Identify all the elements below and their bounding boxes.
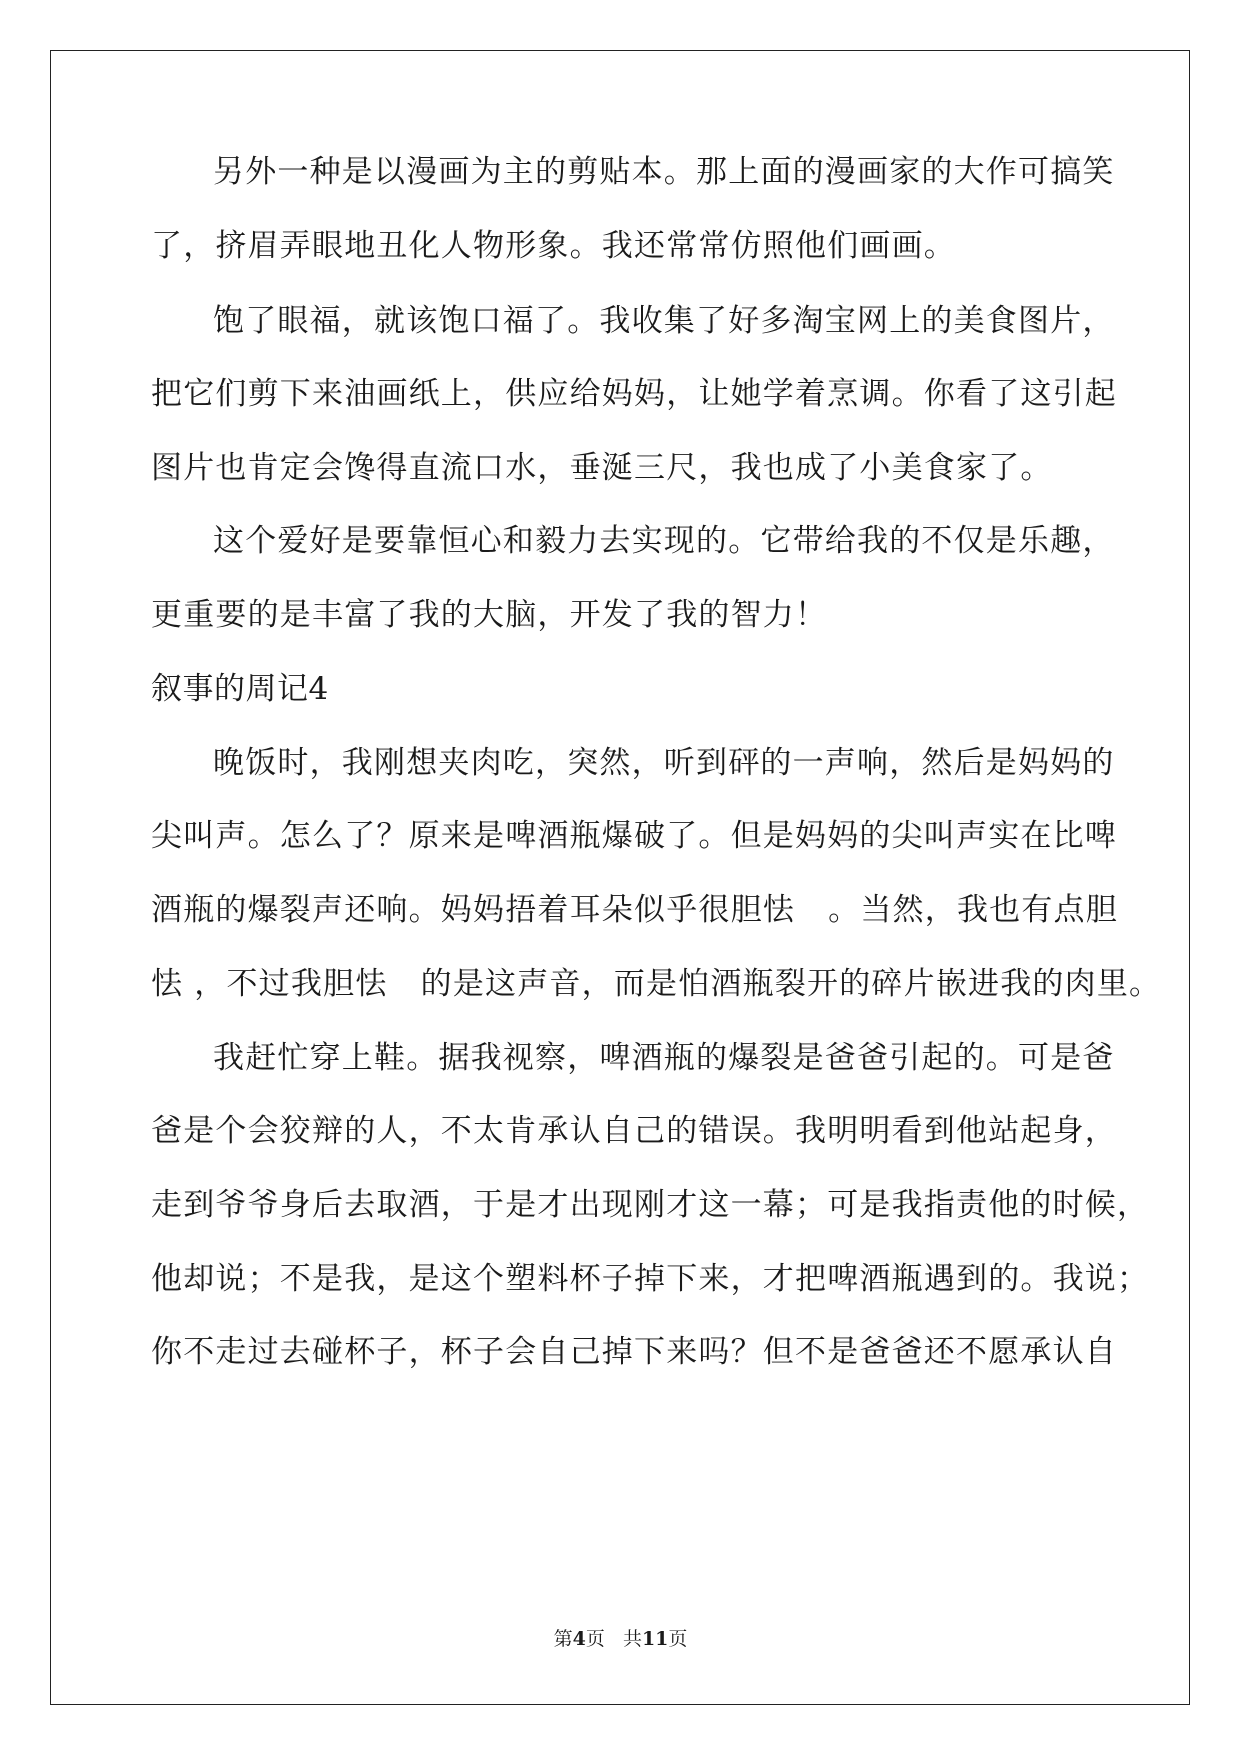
footer-suffix: 页	[668, 1628, 688, 1650]
paragraph-line: 酒瓶的爆裂声还响。妈妈捂着耳朵似乎很胆怯 。当然，我也有点胆	[151, 892, 1118, 928]
footer-middle: 页 共	[585, 1628, 642, 1650]
paragraph-line: 晚饭时，我刚想夹肉吃，突然，听到砰的一声响，然后是妈妈的	[213, 745, 1115, 781]
paragraph-line: 把它们剪下来油画纸上，供应给妈妈，让她学着烹调。你看了这引起	[151, 376, 1117, 412]
paragraph-line: 爸是个会狡辩的人，不太肯承认自己的错误。我明明看到他站起身，	[151, 1113, 1117, 1149]
paragraph-line: 另外一种是以漫画为主的剪贴本。那上面的漫画家的大作可搞笑	[213, 154, 1115, 190]
footer-prefix: 第	[553, 1628, 573, 1650]
paragraph-line: 他却说；不是我，是这个塑料杯子掉下来，才把啤酒瓶遇到的。我说；	[151, 1261, 1150, 1297]
paragraph-line: 图片也肯定会馋得直流口水，垂涎三尺，我也成了小美食家了。	[151, 450, 1053, 486]
paragraph-line: 了，挤眉弄眼地丑化人物形象。我还常常仿照他们画画。	[151, 228, 956, 264]
section-heading: 叙事的周记4	[151, 671, 329, 707]
paragraph-line: 更重要的是丰富了我的大脑，开发了我的智力！	[151, 597, 828, 633]
total-page-count: 11	[641, 1628, 669, 1650]
paragraph-line: 饱了眼福，就该饱口福了。我收集了好多淘宝网上的美食图片，	[213, 303, 1115, 339]
paragraph-line: 怯 ，不过我胆怯 的是这声音，而是怕酒瓶裂开的碎片嵌进我的肉里。	[151, 966, 1162, 1002]
current-page-number: 4	[572, 1628, 586, 1650]
page-border	[50, 50, 1190, 1705]
paragraph-line: 走到爷爷身后去取酒，于是才出现刚才这一幕；可是我指责他的时候，	[151, 1187, 1150, 1223]
paragraph-line: 尖叫声。怎么了？原来是啤酒瓶爆破了。但是妈妈的尖叫声实在比啤	[151, 818, 1117, 854]
paragraph-line: 这个爱好是要靠恒心和毅力去实现的。它带给我的不仅是乐趣，	[213, 523, 1115, 559]
paragraph-line: 我赶忙穿上鞋。据我视察，啤酒瓶的爆裂是爸爸引起的。可是爸	[213, 1040, 1115, 1076]
paragraph-line: 你不走过去碰杯子，杯子会自己掉下来吗？但不是爸爸还不愿承认自	[151, 1334, 1117, 1370]
page-footer	[0, 1627, 1241, 1651]
